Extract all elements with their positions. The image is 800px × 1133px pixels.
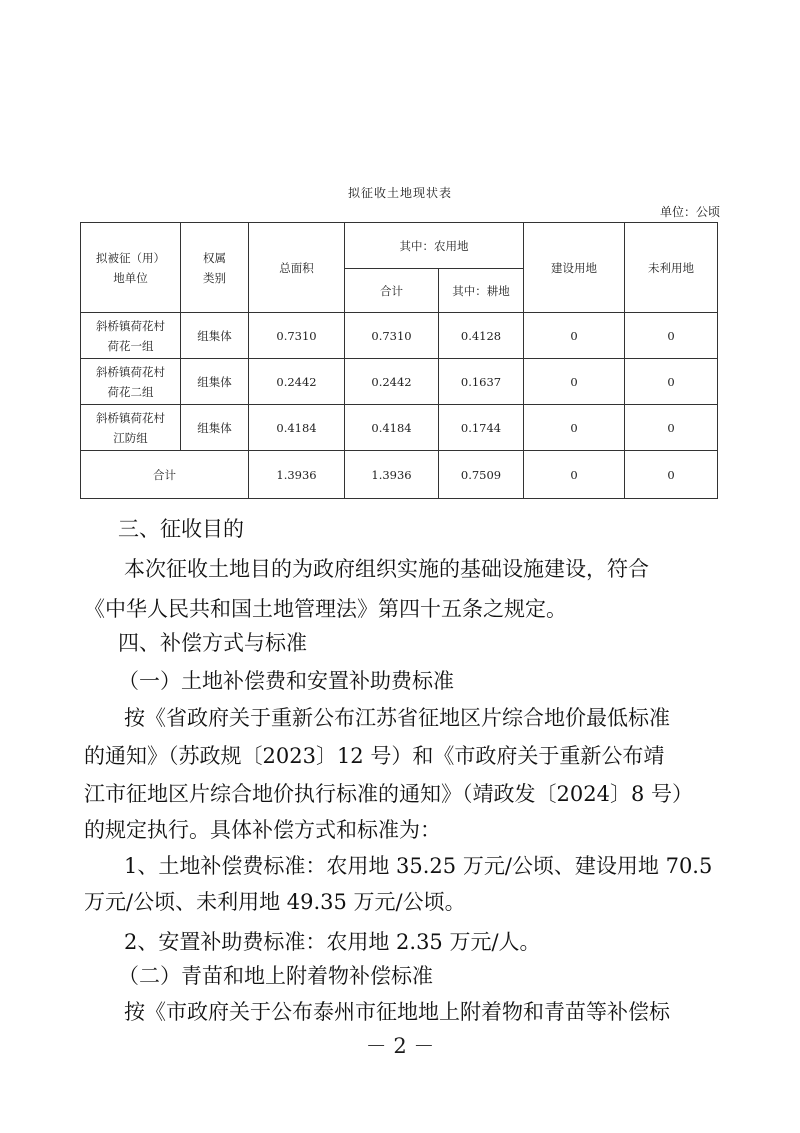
- table-row: [81, 359, 718, 405]
- paragraph-line: 万元/公顷、未利用地 49.35 万元/公顷。: [84, 890, 466, 914]
- cell-total: 0.4184: [249, 405, 345, 451]
- table-header-row-1: [81, 223, 718, 269]
- table-row: [81, 405, 718, 451]
- cell-agri-total: 0.4184: [345, 405, 439, 451]
- cell-arable: 0.4128: [439, 313, 524, 359]
- paragraph-line: 的规定执行。具体补偿方式和标准为：: [84, 818, 441, 842]
- page-number: － 2 －: [365, 1034, 435, 1058]
- cell-unit: 斜桥镇荷花村 荷花一组: [81, 313, 181, 359]
- header-ownership: 权属 类别: [181, 223, 249, 313]
- cell-total: 0.7310: [249, 313, 345, 359]
- cell-unused: 0: [625, 451, 718, 499]
- header-unused: 未利用地: [625, 223, 718, 313]
- header-of-which-arable: 其中：耕地: [439, 269, 524, 313]
- header-of-which-agri: 其中：农用地: [345, 223, 524, 269]
- paragraph-line: 《中华人民共和国土地管理法》第四十五条之规定。: [84, 597, 567, 621]
- cell-ownership: 组集体: [181, 313, 249, 359]
- cell-construction: 0: [524, 451, 625, 499]
- cell-total-label: 合计: [81, 451, 249, 499]
- paragraph-line: 1、土地补偿费标准：农用地 35.25 万元/公顷、建设用地 70.5: [124, 854, 713, 878]
- header-construction: 建设用地: [524, 223, 625, 313]
- subsection-heading-crops: （二）青苗和地上附着物补偿标准: [118, 964, 433, 988]
- cell-total: 1.3936: [249, 451, 345, 499]
- cell-unused: 0: [625, 405, 718, 451]
- paragraph-line: 的通知》（苏政规〔2023〕12 号）和《市政府关于重新公布靖: [84, 744, 665, 768]
- cell-total: 0.2442: [249, 359, 345, 405]
- cell-ownership: 组集体: [181, 405, 249, 451]
- cell-construction: 0: [524, 405, 625, 451]
- table-title: 拟征收土地现状表: [347, 186, 452, 200]
- header-subtotal: 合计: [345, 269, 439, 313]
- cell-agri-total: 0.7310: [345, 313, 439, 359]
- land-status-table: [80, 222, 718, 499]
- cell-agri-total: 1.3936: [345, 451, 439, 499]
- cell-arable: 0.1744: [439, 405, 524, 451]
- cell-unused: 0: [625, 313, 718, 359]
- table-unit: 单位：公顷: [659, 205, 720, 219]
- cell-unused: 0: [625, 359, 718, 405]
- section-heading-purpose: 三、征收目的: [118, 517, 244, 541]
- paragraph-line: 按《省政府关于重新公布江苏省征地区片综合地价最低标准: [124, 706, 670, 730]
- paragraph-line: 按《市政府关于公布泰州市征地地上附着物和青苗等补偿标: [124, 1000, 670, 1024]
- cell-construction: 0: [524, 313, 625, 359]
- cell-arable: 0.1637: [439, 359, 524, 405]
- cell-ownership: 组集体: [181, 359, 249, 405]
- paragraph-line: 本次征收土地目的为政府组织实施的基础设施建设，符合: [124, 557, 649, 581]
- paragraph-line: 江市征地区片综合地价执行标准的通知》（靖政发〔2024〕8 号）: [84, 782, 693, 806]
- table-row: [81, 313, 718, 359]
- subsection-heading-land-fee: （一）土地补偿费和安置补助费标准: [118, 669, 454, 693]
- table-total-row: [81, 451, 718, 499]
- section-heading-compensation: 四、补偿方式与标准: [118, 631, 307, 655]
- cell-agri-total: 0.2442: [345, 359, 439, 405]
- header-total-area: 总面积: [249, 223, 345, 313]
- cell-unit: 斜桥镇荷花村 荷花二组: [81, 359, 181, 405]
- cell-unit: 斜桥镇荷花村 江防组: [81, 405, 181, 451]
- header-unit: 拟被征（用） 地单位: [81, 223, 181, 313]
- paragraph-line: 2、安置补助费标准：农用地 2.35 万元/人。: [124, 930, 541, 954]
- cell-arable: 0.7509: [439, 451, 524, 499]
- cell-construction: 0: [524, 359, 625, 405]
